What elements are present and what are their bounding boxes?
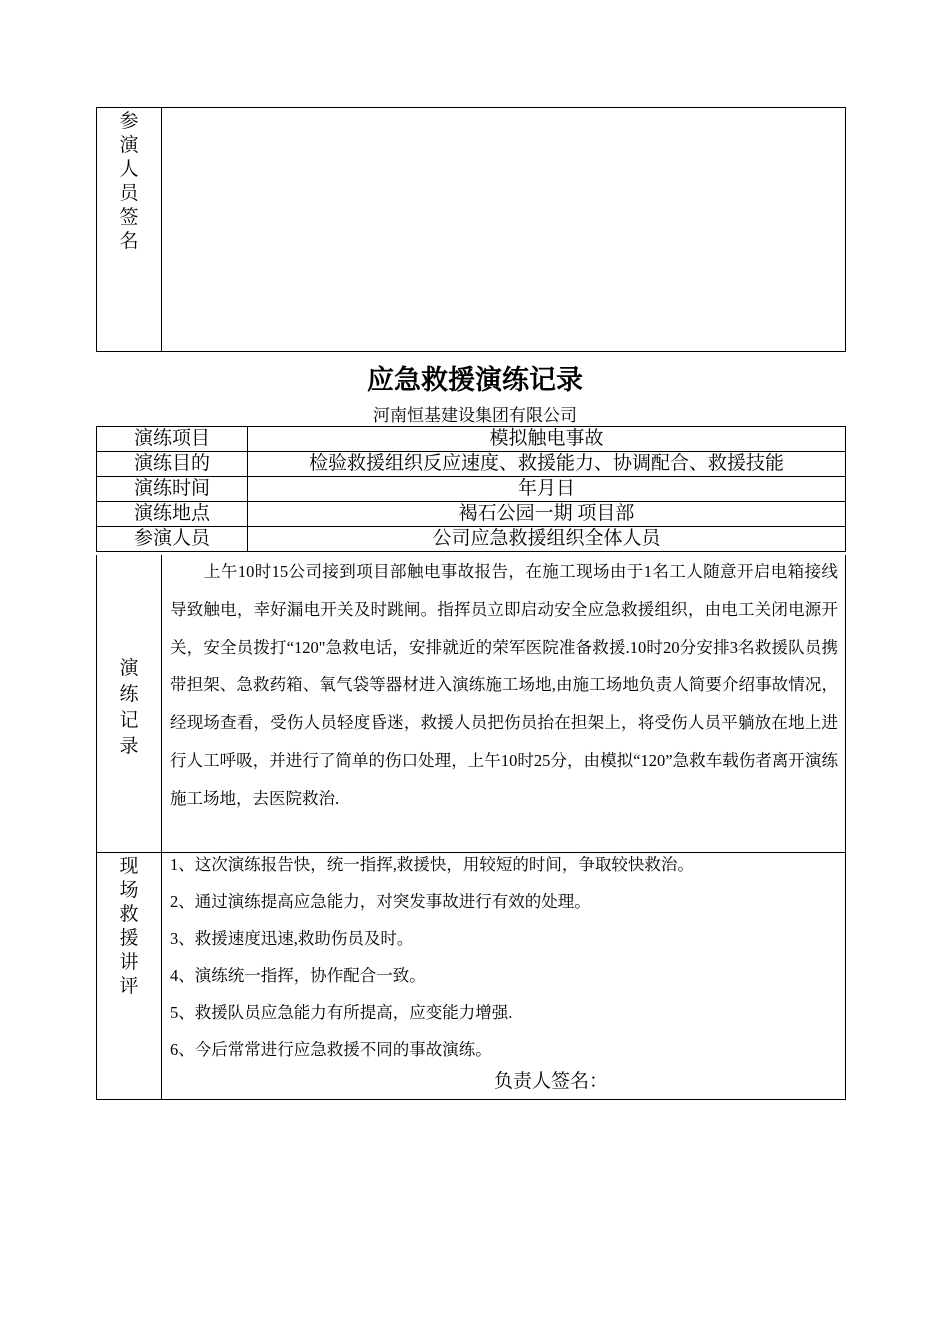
commentary-item: 2、通过演练提高应急能力，对突发事故进行有效的处理。	[170, 892, 591, 911]
commentary-item: 4、演练统一指挥，协作配合一致。	[170, 966, 426, 985]
commentary-item: 1、这次演练报告快，统一指挥,救援快，用较短的时间，争取较快救治。	[170, 855, 694, 874]
drill-record-divider	[161, 555, 162, 853]
info-key: 参演人员	[97, 527, 248, 552]
info-row-project	[97, 427, 846, 452]
commentary-item: 3、救援速度迅速,救助伤员及时。	[170, 929, 414, 948]
info-value: 模拟触电事故	[248, 427, 846, 452]
info-key: 演练地点	[97, 502, 248, 527]
info-key: 演练项目	[97, 427, 248, 452]
document-title: 应急救援演练记录	[367, 365, 583, 396]
participant-signature-label: 参 演 人 员 签 名	[119, 111, 139, 252]
info-key: 演练目的	[97, 452, 248, 477]
info-value: 褐石公园一期 项目部	[248, 502, 846, 527]
participant-signature-divider	[161, 107, 162, 352]
info-row-location	[97, 502, 846, 527]
commentary-label: 现 场 救 援 讲 评	[119, 856, 139, 997]
commentary-divider	[161, 852, 162, 1100]
info-value: 公司应急救援组织全体人员	[248, 527, 846, 552]
commentary-list	[170, 846, 840, 1068]
drill-record-label: 演 练 记 录	[119, 658, 139, 757]
info-value: 年月日	[248, 477, 846, 502]
info-row-participants	[97, 527, 846, 552]
company-name: 河南恒基建设集团有限公司	[373, 406, 577, 425]
drill-info-table	[96, 426, 846, 552]
participant-signature-box	[96, 107, 846, 352]
info-row-purpose	[97, 452, 846, 477]
commentary-item: 5、救援队员应急能力有所提高，应变能力增强.	[170, 1003, 513, 1022]
responsible-signature-label: 负责人签名：	[494, 1071, 609, 1092]
info-row-time	[97, 477, 846, 502]
drill-record-text: 上午10时15公司接到项目部触电事故报告，在施工现场由于1名工人随意开启电箱接线导致触电，幸好漏电开关及时跳闸。指挥员立即启动安全应急救援组织，由电工关闭电源开关，安全员拨打“120"急救电话，安排就近的荣军医院准备救援.10时20分安排3名救援队员携带担架、急救药箱、氧气袋等器材进入演练施工场地,由施工场地负责人简要介绍事故情况，经现场查看，受伤人员轻度昏迷，救援人员把伤员抬在担架上，将受伤人员平躺放在地上进行人工呼吸，并进行了简单的伤口处理，上午10时25分，由模拟“120”急救车载伤者离开演练施工场地，去医院救治.	[170, 562, 838, 808]
commentary-item: 6、今后常常进行应急救援不同的事故演练。	[170, 1040, 492, 1059]
info-value: 检验救援组织反应速度、救援能力、协调配合、救援技能	[248, 452, 846, 477]
info-key: 演练时间	[97, 477, 248, 502]
